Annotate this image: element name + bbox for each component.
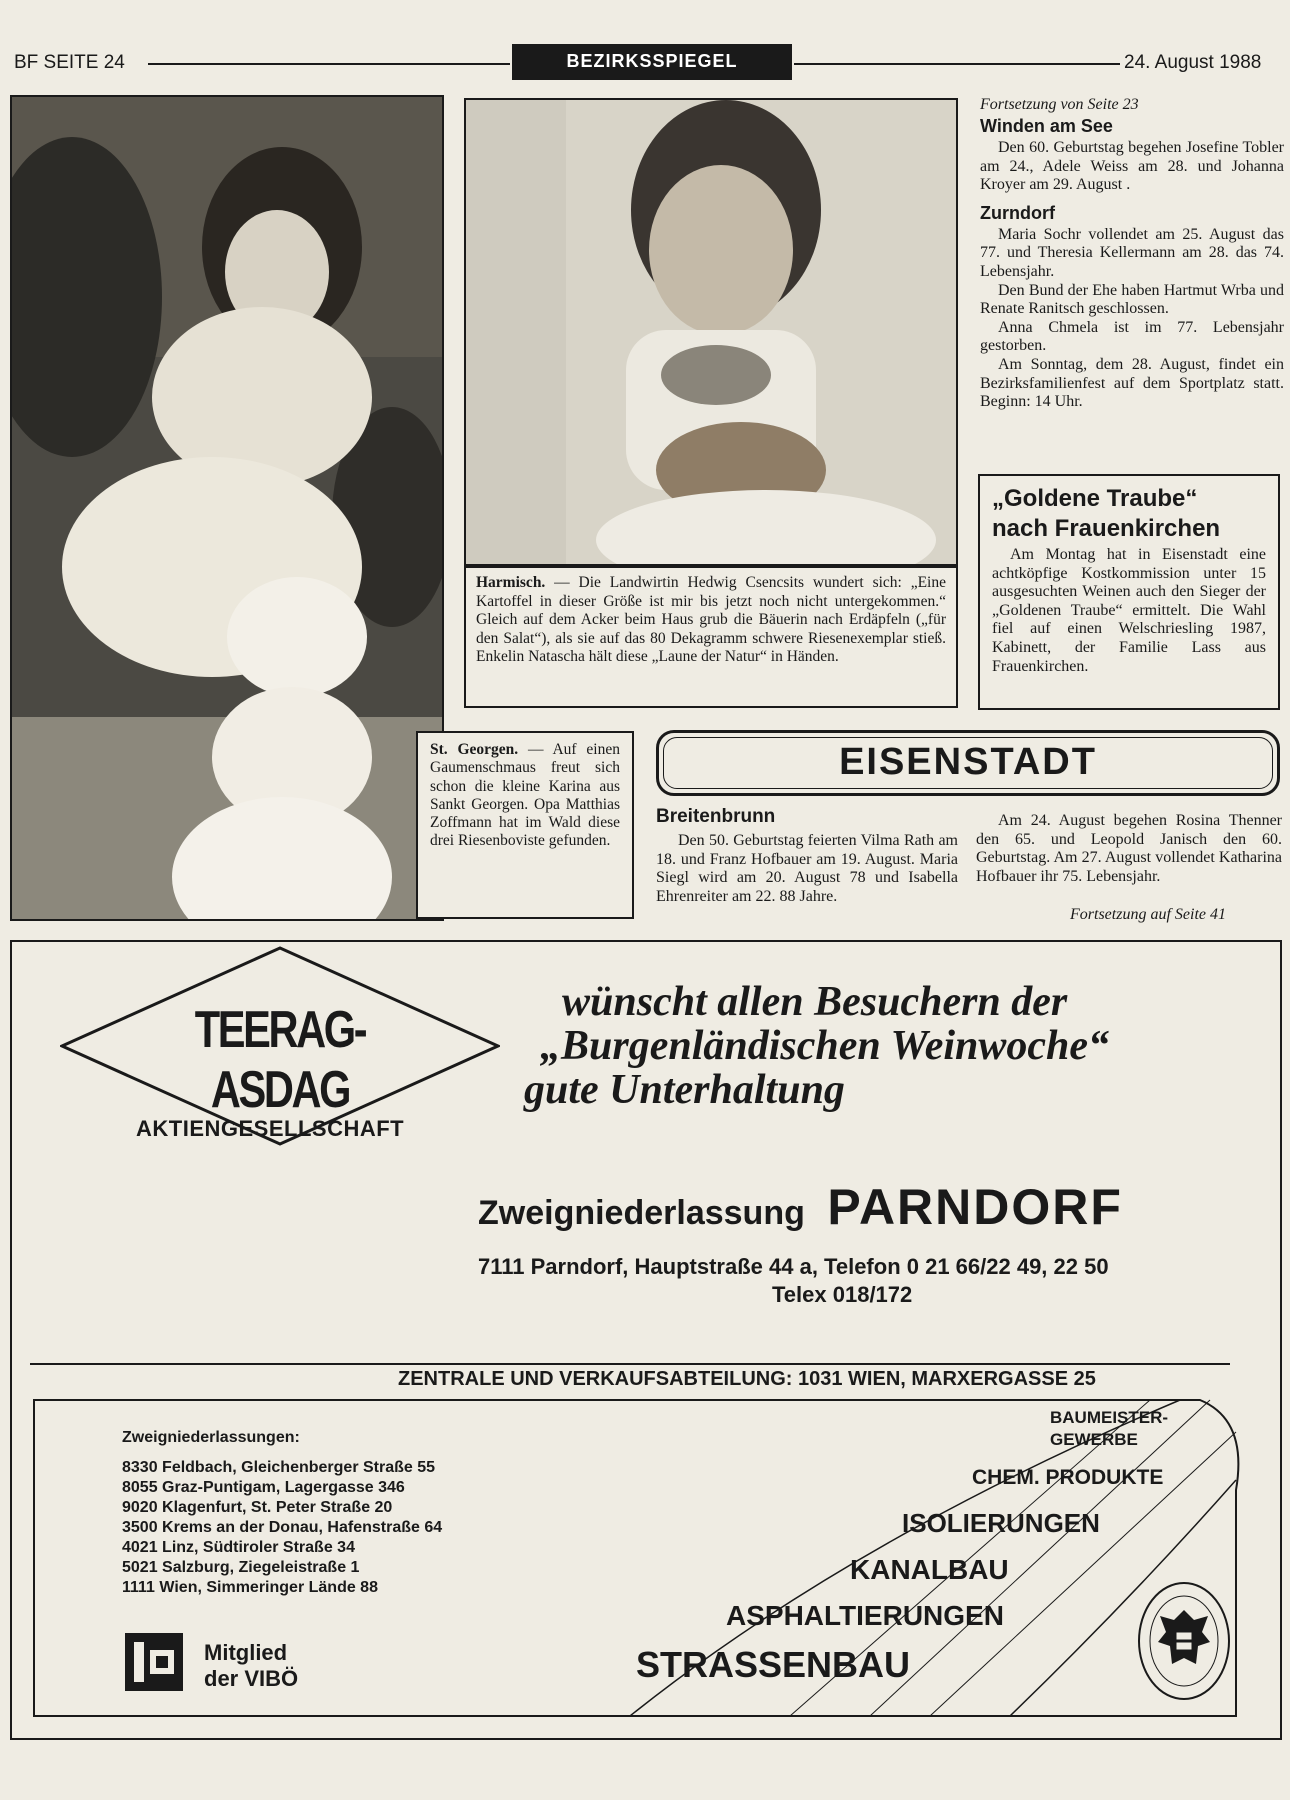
vibo-logo-icon xyxy=(124,1632,184,1692)
section-title: BEZIRKSSPIEGEL xyxy=(512,44,792,80)
service-asphaltierungen: ASPHALTIERUNGEN xyxy=(726,1600,1004,1631)
service-kanalbau: KANALBAU xyxy=(850,1554,1009,1585)
column-gemeinden xyxy=(980,96,1284,412)
photo-girl-boviste xyxy=(10,95,444,921)
text-zurndorf-3: Anna Chmela ist im 77. Lebensjahr gestorben. xyxy=(980,318,1284,355)
traube-title-2: nach Frauenkirchen xyxy=(992,515,1221,542)
service-strassenbau: STRASSENBAU xyxy=(636,1644,911,1685)
service-baumeister-2: GEWERBE xyxy=(1050,1430,1138,1449)
text-zurndorf-1: Maria Sochr vollendet am 25. August das 77. und Theresia Kellermann am 28. das 74. Lebensjahr. xyxy=(980,225,1284,280)
teerag-subtitle: AKTIENGESELLSCHAFT xyxy=(136,1116,405,1141)
header-rule-left xyxy=(148,63,510,65)
branch-address: 7111 Parndorf, Hauptstraße 44 a, Telefon 0 21 66/22 49, 22 50 xyxy=(478,1254,1109,1279)
vibo-line-1: Mitglied xyxy=(204,1640,288,1665)
header-rule-right xyxy=(794,63,1120,65)
caption-harmisch-lead: Harmisch. xyxy=(476,574,546,591)
wish-line-2: „Burgenländischen Weinwoche“ xyxy=(540,1023,1110,1069)
heading-winden: Winden am See xyxy=(980,116,1113,136)
branch-item: 9020 Klagenfurt, St. Peter Straße 20 xyxy=(122,1499,393,1516)
heading-zurndorf: Zurndorf xyxy=(980,202,1055,223)
continued-to: Fortsetzung auf Seite 41 xyxy=(1070,906,1226,923)
traube-text: Am Montag hat in Eisenstadt eine achtköpfige Kostkommission unter 15 ausgesuchten Weinen auch den Sieger der „Goldenen Traube“ ermittelt. Die Wahl fiel auf einen Welschriesling 1987, Kabinett, der Familie Lass aus Frauenkirchen. xyxy=(992,546,1266,675)
branch-item: 4021 Linz, Südtiroler Straße 34 xyxy=(122,1539,355,1556)
eisenstadt-title: EISENSTADT xyxy=(839,741,1097,783)
state-award-seal-icon xyxy=(1136,1580,1232,1702)
vibo-member xyxy=(204,1640,298,1692)
branches-title: Zweigniederlassungen: xyxy=(122,1429,300,1446)
central-address: ZENTRALE UND VERKAUFSABTEILUNG: 1031 WIEN, MARXERGASSE 25 xyxy=(394,1368,1100,1391)
eisenstadt-banner xyxy=(656,730,1280,796)
service-chem: CHEM. PRODUKTE xyxy=(972,1466,1164,1489)
branch-item: 8055 Graz-Puntigam, Lagergasse 346 xyxy=(122,1479,405,1496)
caption-st-georgen xyxy=(416,731,634,919)
branch-name: PARNDORF xyxy=(827,1179,1123,1235)
branch-prefix: Zweigniederlassung xyxy=(478,1194,805,1232)
heading-breitenbrunn: Breitenbrunn xyxy=(656,806,776,827)
page-label: BF SEITE 24 xyxy=(14,52,125,73)
photo-toddler-graphic xyxy=(466,100,958,566)
wish-line-3: gute Unterhaltung xyxy=(524,1067,845,1113)
photo-girl-graphic xyxy=(12,97,444,921)
text-zurndorf-2: Den Bund der Ehe haben Hartmut Wrba und Renate Ranitsch geschlossen. xyxy=(980,281,1284,318)
branch-item: 1111 Wien, Simmeringer Lände 88 xyxy=(122,1579,378,1596)
photo-toddler-potato xyxy=(464,98,958,566)
branch-line xyxy=(478,1178,1123,1236)
branch-telex: Telex 018/172 xyxy=(772,1282,913,1307)
traube-title-1: „Goldene Traube“ xyxy=(992,485,1198,512)
branch-item: 8330 Feldbach, Gleichenberger Straße 55 xyxy=(122,1459,436,1476)
caption-harmisch xyxy=(464,566,958,708)
text-winden-1: Den 60. Geburtstag begehen Josefine Tobler am 24., Adele Weiss am 28. und Johanna Kroyer am 29. August . xyxy=(980,139,1284,194)
service-baumeister-1: BAUMEISTER- xyxy=(1050,1408,1169,1427)
breitenbrunn-col2: Am 24. August begehen Rosina Thenner den 65. und Leopold Janisch den 60. Geburtstag. Am 27. August vollendet Katharina Hofbauer ihr 75. Lebensjahr. xyxy=(976,812,1282,885)
text-zurndorf-4: Am Sonntag, dem 28. August, findet ein Bezirksfamilienfest auf dem Sportplatz statt. Beginn: 14 Uhr. xyxy=(980,355,1284,411)
box-goldene-traube xyxy=(978,474,1280,710)
service-isolierungen: ISOLIERUNGEN xyxy=(902,1508,1100,1538)
issue-date: 24. August 1988 xyxy=(1124,52,1262,73)
teerag-logo: TEERAG-ASDAG xyxy=(194,1001,366,1119)
branches-list xyxy=(122,1458,442,1598)
caption-harmisch-text: — Die Landwirtin Hedwig Csencsits wundert sich: „Eine Kartoffel in dieser Größe ist mir bis jetzt noch nicht untergekommen.“ Gleich auf dem Acker beim Haus grub die Bäuerin nach Erdäpfeln („für den Salat“), als sie auf das 80 Dekagramm schwere Riesenexemplar stieß. Enkelin Natascha hält diese „Laune der Natur“ in Händen. xyxy=(476,574,946,665)
eisenstadt-banner-inner xyxy=(663,737,1273,789)
breitenbrunn-col1: Den 50. Geburtstag feierten Vilma Rath am 18. und Franz Hofbauer am 19. August. Maria Siegl wird am 20. August 78 und Isabella Ehrenreiter am 22. 88 Jahre. xyxy=(656,832,958,905)
caption-st-georgen-text: — Auf einen Gaumenschmaus freut sich schon die kleine Karina aus Sankt Georgen. Opa Matthias Zoffmann hat im Wald diese drei Riesenboviste gefunden. xyxy=(430,741,620,850)
vibo-line-2: der VIBÖ xyxy=(204,1666,299,1691)
branch-item: 3500 Krems an der Donau, Hafenstraße 64 xyxy=(122,1519,443,1536)
branch-item: 5021 Salzburg, Ziegeleistraße 1 xyxy=(122,1559,360,1576)
caption-st-georgen-lead: St. Georgen. xyxy=(430,741,519,758)
continued-from: Fortsetzung von Seite 23 xyxy=(980,96,1139,113)
wish-line-1: wünscht allen Besuchern der xyxy=(562,979,1068,1025)
